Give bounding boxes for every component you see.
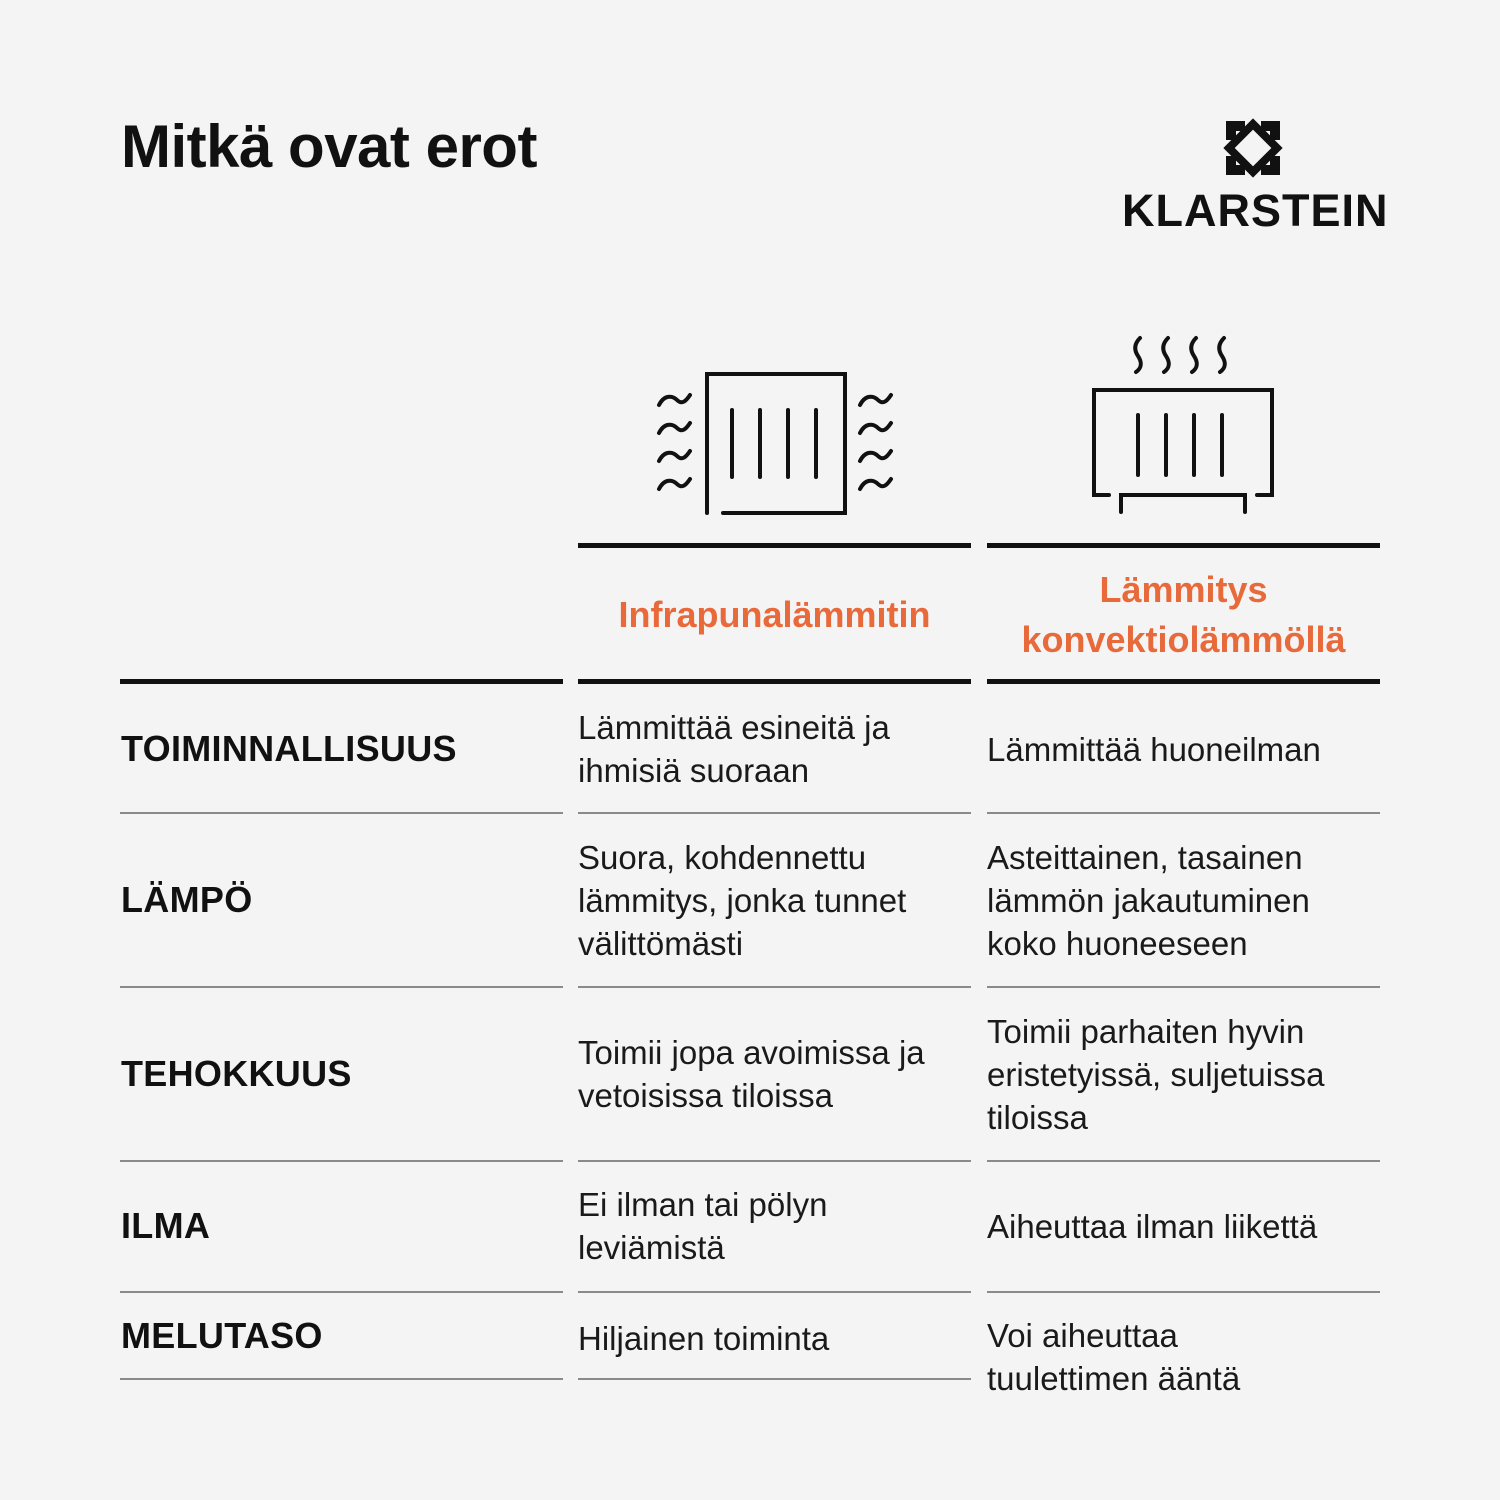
header-rule-label xyxy=(120,679,563,684)
row-divider xyxy=(120,1378,563,1380)
row-divider xyxy=(987,812,1380,814)
header-rule-infrared xyxy=(578,679,971,684)
row-divider xyxy=(987,1160,1380,1162)
column-heading-infrared: Infrapunalämmitin xyxy=(618,594,931,635)
row-divider xyxy=(578,986,971,988)
convection-heater-icon xyxy=(1085,330,1285,520)
column-top-rule-infrared xyxy=(578,543,971,548)
brand-logo xyxy=(1122,118,1389,236)
row-convection-value: Aiheuttaa ilman liikettä xyxy=(987,1207,1318,1245)
row-divider xyxy=(120,812,563,814)
brand-name: KLARSTEIN xyxy=(1122,185,1389,236)
infrared-heater-icon xyxy=(650,365,900,520)
klarstein-logo-icon xyxy=(1223,118,1283,178)
row-divider xyxy=(120,1160,563,1162)
row-divider xyxy=(578,1378,971,1380)
row-divider xyxy=(578,1160,971,1162)
row-infrared-value: Suora, kohdennettu lämmitys, jonka tunnet välittömästi xyxy=(578,838,907,962)
row-divider xyxy=(120,986,563,988)
row-convection-value: Asteittainen, tasainen lämmön jakautuminen koko huoneeseen xyxy=(987,838,1310,962)
row-infrared-value: Toimii jopa avoimissa ja vetoisissa tiloissa xyxy=(578,1034,925,1114)
row-infrared-value: Ei ilman tai pölyn leviämistä xyxy=(578,1186,828,1266)
row-convection-value: Voi aiheuttaa tuulettimen ääntä xyxy=(987,1317,1241,1397)
row-divider xyxy=(987,1291,1380,1293)
row-label: ILMA xyxy=(121,1205,211,1246)
row-divider xyxy=(578,812,971,814)
row-label: LÄMPÖ xyxy=(121,879,253,920)
page-title: Mitkä ovat erot xyxy=(121,113,537,180)
row-divider xyxy=(578,1291,971,1293)
row-infrared-value: Hiljainen toiminta xyxy=(578,1319,830,1357)
row-convection-value: Lämmittää huoneilman xyxy=(987,730,1321,768)
row-convection-value: Toimii parhaiten hyvin eristetyissä, suljetuissa tiloissa xyxy=(987,1012,1325,1136)
row-divider xyxy=(120,1291,563,1293)
row-label: TOIMINNALLISUUS xyxy=(121,728,457,769)
row-label: TEHOKKUUS xyxy=(121,1053,352,1094)
row-label: MELUTASO xyxy=(121,1315,323,1356)
column-heading-convection: Lämmitys konvektiolämmöllä xyxy=(1021,569,1346,660)
header-rule-convection xyxy=(987,679,1380,684)
column-top-rule-convection xyxy=(987,543,1380,548)
row-infrared-value: Lämmittää esineitä ja ihmisiä suoraan xyxy=(578,709,890,789)
row-divider xyxy=(987,986,1380,988)
